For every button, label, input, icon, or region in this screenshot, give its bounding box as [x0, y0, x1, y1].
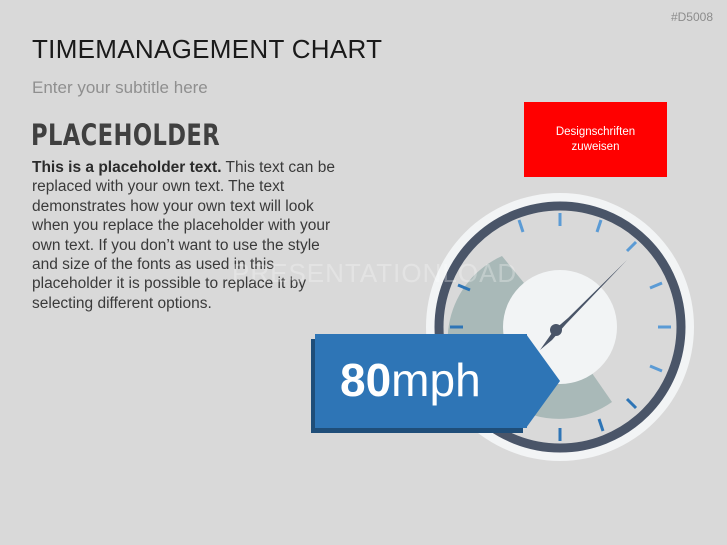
body-text-rest: This text can be replaced with your own text. The text demonstrates how your own text will look when you replace the placeholder with your own text. If you don’t want to use the style and size of the fonts as used in this placeholder it is possible to replace it by selecting different options.: [32, 159, 335, 312]
slide-id: #D5008: [670, 10, 713, 24]
speed-readout: [340, 350, 481, 410]
slide-title: TIMEMANAGEMENT CHART: [32, 34, 383, 64]
watermark: PRESENTATIONLOAD: [232, 258, 518, 288]
section-heading: PLACEHOLDER: [31, 118, 221, 152]
speed-value: 80: [340, 354, 392, 406]
speed-badge-arrow: [526, 334, 560, 428]
slide-subtitle: Enter your subtitle here: [32, 78, 208, 97]
design-fonts-label: Designschriften zuweisen: [555, 125, 636, 153]
speed-unit: mph: [391, 354, 481, 406]
body-text-bold: This is a placeholder text.: [32, 159, 222, 176]
